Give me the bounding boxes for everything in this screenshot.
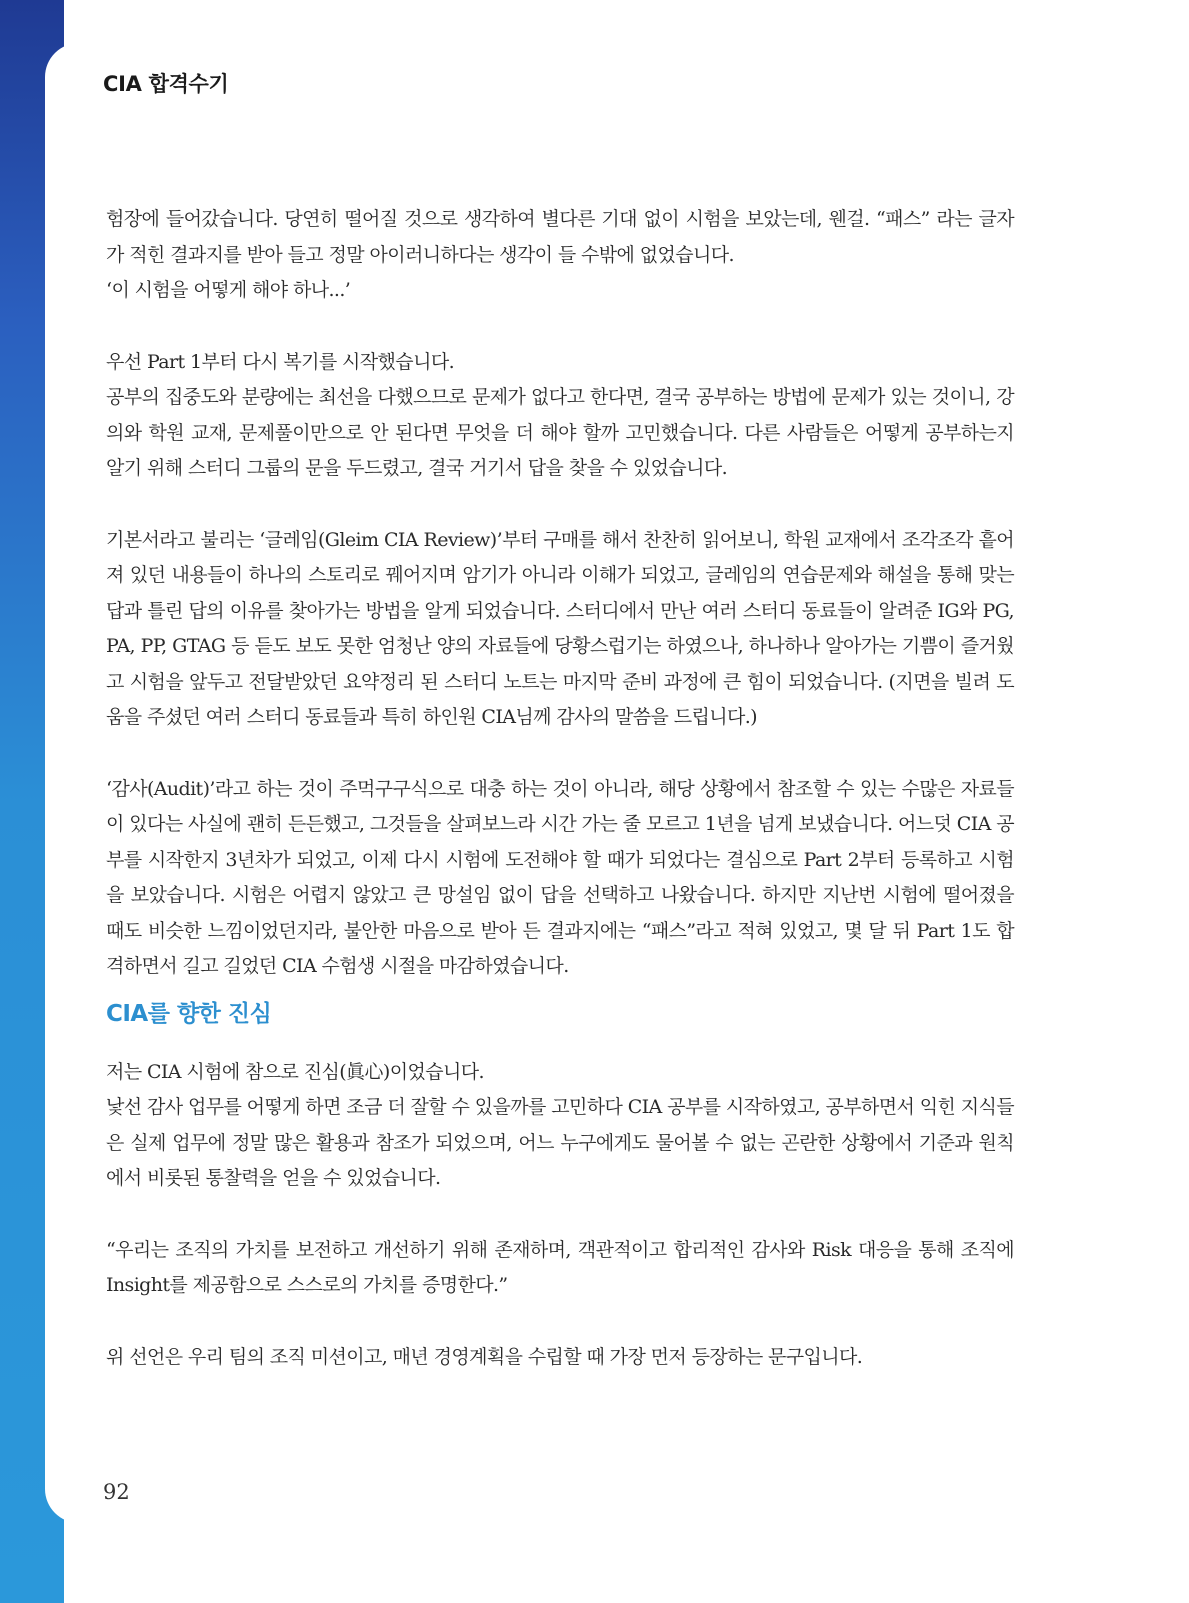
- paragraph-study-method: 공부의 집중도와 분량에는 최선을 다했으므로 문제가 없다고 한다면, 결국 공부하는 방법에 문제가 있는 것이니, 강의와 학원 교재, 문제풀이만으로 안 된다면 무엇을 더 해야 할까 고민했습니다. 다른 사람들은 어떻게 공부하는지 알기 위해 스터디 그룹의 문을 두드렸고, 결국 거기서 답을 찾을 수 있었습니다.: [106, 386, 1014, 479]
- paragraph-sincerity: 저는 CIA 시험에 참으로 진심(眞心)이었습니다.: [106, 1060, 484, 1083]
- running-header-title: CIA 합격수기: [103, 72, 229, 96]
- section-heading: CIA를 향한 진심: [106, 1000, 272, 1027]
- paragraph-inner-thought: ‘이 시험을 어떻게 해야 하나...’: [106, 279, 351, 301]
- paragraph-gap: [106, 309, 1014, 345]
- paragraph-study-benefit: 낯선 감사 업무를 어떻게 하면 조금 더 잘할 수 있을까를 고민하다 CIA 공부를 시작하였고, 공부하면서 익힌 지식들은 실제 업무에 정말 많은 활용과 참조가 되었으며, 어느 누구에게도 물어볼 수 없는 곤란한 상황에서 기준과 원칙에서 비롯된 통찰력을 얻을 수 있었습니다.: [106, 1096, 1014, 1189]
- paragraph-gap: [106, 1197, 1014, 1233]
- page-number: 92: [103, 1480, 130, 1504]
- paragraph-audit-passed: ‘감사(Audit)’라고 하는 것이 주먹구구식으로 대충 하는 것이 아니라, 해당 상황에서 참조할 수 있는 수많은 자료들이 있다는 사실에 괜히 든든했고, 그것들을 살펴보느라 시간 가는 줄 모르고 1년을 넘게 보냈습니다. 어느덧 CIA 공부를 시작한지 3년차가 되었고, 이제 다시 시험에 도전해야 할 때가 되었다는 결심으로 Part 2부터 등록하고 시험을 보았습니다. 시험은 어렵지 않았고 큰 망설임 없이 답을 선택하고 나왔습니다. 하지만 지난번 시험에 떨어졌을 때도 비슷한 느낌이었던지라, 불안한 마음으로 받아 든 결과지에는 “패스”라고 적혀 있었고, 몇 달 뒤 Part 1도 합격하면서 길고 길었던 CIA 수험생 시절을 마감하였습니다.: [106, 777, 1014, 977]
- paragraph-gap: [106, 487, 1014, 523]
- mission-quote: “우리는 조직의 가치를 보전하고 개선하기 위해 존재하며, 객관적이고 합리적인 감사와 Risk 대응을 통해 조직에 Insight를 제공함으로 스스로의 가치를 증명한다.”: [106, 1238, 1014, 1296]
- paragraph-gap: [106, 736, 1014, 772]
- paragraph-review-start: 우선 Part 1부터 다시 복기를 시작했습니다.: [106, 350, 455, 373]
- paragraph-gap: [106, 1304, 1014, 1340]
- paragraph-mission-note: 위 선언은 우리 팀의 조직 미션이고, 매년 경영계획을 수립할 때 가장 먼저 등장하는 문구입니다.: [106, 1345, 863, 1368]
- paragraph-gleim-review: 기본서라고 불리는 ‘글레임(Gleim CIA Review)’부터 구매를 해서 찬찬히 읽어보니, 학원 교재에서 조각조각 흩어져 있던 내용들이 하나의 스토리로 꿰어지며 암기가 아니라 이해가 되었고, 글레임의 연습문제와 해설을 통해 맞는 답과 틀린 답의 이유를 찾아가는 방법을 알게 되었습니다. 스터디에서 만난 여러 스터디 동료들이 알려준 IG와 PG, PA, PP, GTAG 등 듣도 보도 못한 엄청난 양의 자료들에 당황스럽기는 하였으나, 하나하나 알아가는 기쁨이 즐거웠고 시험을 앞두고 전달받았던 요약정리 된 스터디 노트는 마지막 준비 과정에 큰 힘이 되었습니다. (지면을 빌려 도움을 주셨던 여러 스터디 동료들과 특히 하인원 CIA님께 감사의 말씀을 드립니다.): [106, 528, 1014, 728]
- article-body: [106, 202, 1014, 1375]
- paragraph-exam-result: 험장에 들어갔습니다. 당연히 떨어질 것으로 생각하여 별다른 기대 없이 시험을 보았는데, 웬걸. “패스” 라는 글자가 적힌 결과지를 받아 들고 정말 아이러니하다는 생각이 들 수밖에 없었습니다.: [106, 208, 1014, 266]
